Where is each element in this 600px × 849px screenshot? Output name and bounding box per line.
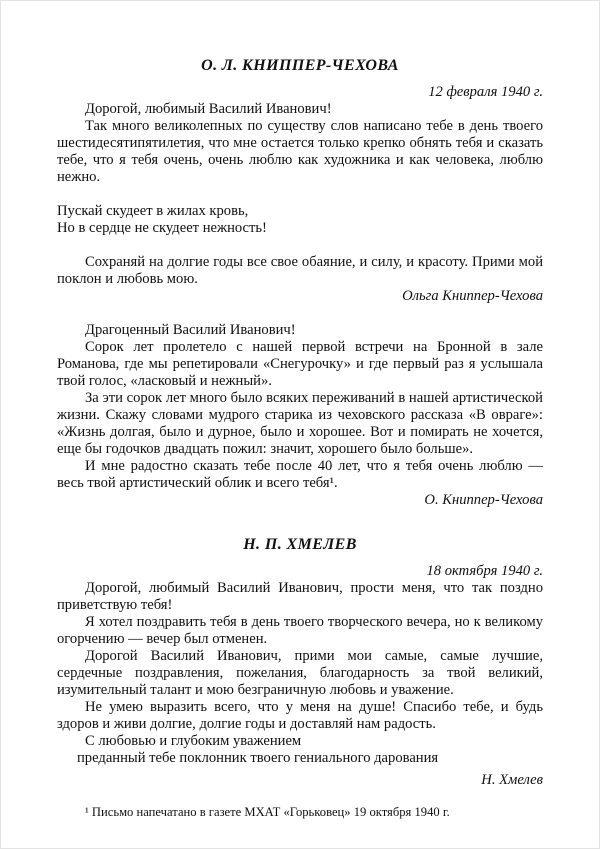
letter2-paragraph-1: Дорогой, любимый Василий Иванович, прости меня, что так поздно приветствую тебя! — [57, 580, 543, 613]
letter1-signature-2: О. Книппер-Чехова — [424, 492, 543, 508]
letter2-paragraph-2: Я хотел поздравить тебя в день твоего творческого вечера, но к великому огорчению — вечер был отменен. — [57, 614, 543, 647]
letter2-paragraph-4: Не умею выразить всего, что у меня на душе! Спасибо тебе, и будь здоров и живи долгие, долгие годы и доставляй нам радость. — [57, 699, 543, 732]
letter1-paragraph-5: Сорок лет пролетело с нашей первой встречи на Бронной в зале Романова, где мы репетировали «Снегурочку» и где первый раз я услышала твой голос, «ласковый и нежный». — [57, 339, 543, 389]
letter1-salutation-2: Драгоценный Василий Иванович! — [85, 322, 296, 338]
page-footnote: ¹ Письмо напечатано в газете МХАТ «Горьковец» 19 октября 1940 г. — [85, 805, 450, 819]
letter1-paragraph-2: Так много великолепных по существу слов написано тебе в день твоего шестидесятипятилетия, что мне остается только крепко обнять тебя и сказать тебе, что я тебя очень, очень люблю как художника и как человека, люблю нежно. — [57, 118, 543, 185]
verse-line-1: Пускай скудеет в жилах кровь, — [57, 203, 249, 219]
letter2-closing-1: С любовью и глубоким уважением — [85, 733, 302, 749]
letter1-paragraph-3: Сохраняй на долгие годы все свое обаяние, и силу, и красоту. Прими мой поклон и любовь мою. — [57, 254, 543, 287]
letter1-salutation: Дорогой, любимый Василий Иванович! — [85, 101, 332, 117]
letter2-closing-2: преданный тебе поклонник твоего гениального дарования — [77, 750, 439, 766]
letter1-date: 12 февраля 1940 г. — [428, 84, 543, 100]
letter2-paragraph-3: Дорогой Василий Иванович, прими мои самые, самые лучшие, сердечные поздравления, пожелания, благодарность за твой великий, изумительный талант и мою безграничную любовь и уважение. — [57, 648, 543, 698]
letter2-date: 18 октября 1940 г. — [426, 563, 543, 579]
letter1-signature-1: Ольга Книппер-Чехова — [402, 288, 543, 304]
letter1-verse — [57, 203, 543, 237]
letter2-signature: Н. Хмелев — [481, 772, 543, 788]
letter1-paragraph-7: И мне радостно сказать тебе после 40 лет, что я тебя очень люблю — весь твой артистический облик и всего тебя¹. — [57, 458, 543, 491]
letter2-title: Н. П. ХМЕЛЕВ — [243, 536, 357, 553]
letter1-title: О. Л. КНИППЕР-ЧЕХОВА — [201, 57, 399, 74]
letter1-paragraph-6: За эти сорок лет много было всяких переживаний в нашей артистической жизни. Скажу словами мудрого старика из чеховского рассказа «В овраге»: «Жизнь долгая, было и дурное, было и хорошее. Вот и помирать не хочется, еще бы годочков двадцать пожил: значит, хорошего было больше». — [57, 390, 543, 457]
verse-line-2: Но в сердце не скудеет нежность! — [57, 220, 267, 236]
